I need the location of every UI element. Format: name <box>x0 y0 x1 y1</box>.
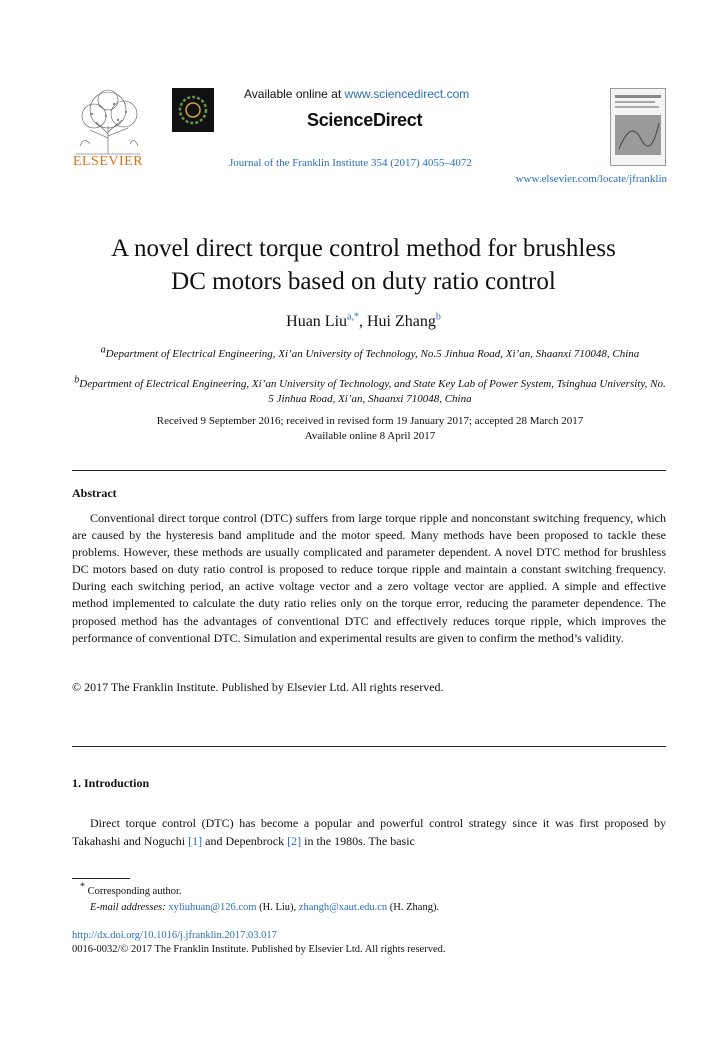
citation-link[interactable]: [2] <box>287 833 302 848</box>
title-line-1: A novel direct torque control method for brushless <box>111 235 616 262</box>
email-link[interactable]: zhangh@xaut.edu.cn <box>298 902 388 913</box>
author-affiliation-mark[interactable]: b <box>435 311 441 323</box>
divider <box>72 470 666 471</box>
intro-paragraph <box>72 815 666 850</box>
footnote-divider <box>72 878 130 879</box>
received-dates: Received 9 September 2016; received in revised form 19 January 2017; accepted 28 March 2017 <box>156 415 584 427</box>
sciencedirect-link[interactable]: www.sciencedirect.com <box>344 87 470 101</box>
author-list <box>40 313 687 331</box>
email-note <box>90 902 439 913</box>
elsevier-wordmark: ELSEVIER <box>72 154 144 169</box>
corresponding-author-note <box>80 881 182 897</box>
email-link[interactable]: xyliuhuan@126.com <box>168 902 257 913</box>
sciencedirect-wordmark: ScienceDirect <box>307 110 423 130</box>
available-online-date: Available online 8 April 2017 <box>304 430 436 442</box>
abstract-copyright: © 2017 The Franklin Institute. Published by Elsevier Ltd. All rights reserved. <box>72 680 444 694</box>
article-dates <box>72 414 668 444</box>
affiliation-b <box>72 374 668 407</box>
issn-copyright: 0016-0032/© 2017 The Franklin Institute. Published by Elsevier Ltd. All rights reserved. <box>72 944 446 955</box>
abstract-body <box>72 510 666 647</box>
affiliation-label: a <box>100 344 106 356</box>
author-name: Hui Zhang <box>366 313 436 330</box>
author-name: Huan Liu <box>286 313 348 330</box>
doi-link[interactable]: http://dx.doi.org/10.1016/j.jfranklin.2017.03.017 <box>72 930 277 941</box>
email-label: E-mail addresses: <box>90 902 166 913</box>
citation-link[interactable]: [1] <box>188 833 203 848</box>
email-owner: (H. Zhang). <box>387 902 440 913</box>
available-prefix: Available online at <box>244 87 345 101</box>
article-title <box>40 232 687 298</box>
affiliation-label: b <box>74 374 80 386</box>
abstract-text: Conventional direct torque control (DTC) suffers from large torque ripple and nonconstant switching frequency, which are caused by the hysteresis band amplitude and the motor speed. Many methods have been proposed to tackle these problems. However, these methods are usually complicated and parameter dependent. A novel DTC method for brushless DC motors based on duty ratio control is proposed to reduce torque ripple and maintain a constant switching frequency. During each switching period, an active voltage vector and a zero voltage vector are applied. A simple and effective method implemented to calculate the duty ratio relies only on the torque error, reducing the parameter dependence. The proposed method has the advantages of conventional DTC and effectively reduces torque ripple, which improves the performance of conventional DTC. Simulation and experimental results are given to confirm the method’s validity. <box>72 511 666 645</box>
available-online-line <box>244 87 469 101</box>
journal-reference: Journal of the Franklin Institute 354 (2017) 4055–4072 <box>229 157 472 169</box>
intro-text: Direct torque control (DTC) has become a popular and powerful control strategy since it was first proposed by Takahashi and Noguchi <box>72 816 666 848</box>
email-owner: (H. Liu), <box>256 902 299 913</box>
divider <box>72 746 666 747</box>
footnote-text: Corresponding author. <box>87 886 182 897</box>
title-line-2: DC motors based on duty ratio control <box>171 268 556 295</box>
sciencedirect-emblem <box>172 88 214 132</box>
author-affiliation-mark[interactable]: a,* <box>347 311 359 323</box>
affiliation-text: Department of Electrical Engineering, Xi’an University of Technology, No.5 Jinhua Road, Xi’an, Shaanxi 710048, China <box>105 348 640 360</box>
abstract-heading: Abstract <box>72 486 117 500</box>
journal-cover-thumbnail <box>610 88 666 166</box>
author-separator: , <box>358 313 367 330</box>
affiliation-a <box>72 344 668 362</box>
intro-text: and Depenbrock <box>202 833 288 848</box>
footnote-star: * <box>80 881 85 893</box>
affiliation-text: Department of Electrical Engineering, Xi’an University of Technology, and State Key Lab of Power System, Tsinghua University, No. 5 Jinhua Road, Xi’an, Shaanxi 710048, China <box>79 378 666 405</box>
section-heading: 1. Introduction <box>72 776 150 790</box>
journal-site-link[interactable]: www.elsevier.com/locate/jfranklin <box>515 173 667 185</box>
intro-text: in the 1980s. The basic <box>301 833 415 848</box>
